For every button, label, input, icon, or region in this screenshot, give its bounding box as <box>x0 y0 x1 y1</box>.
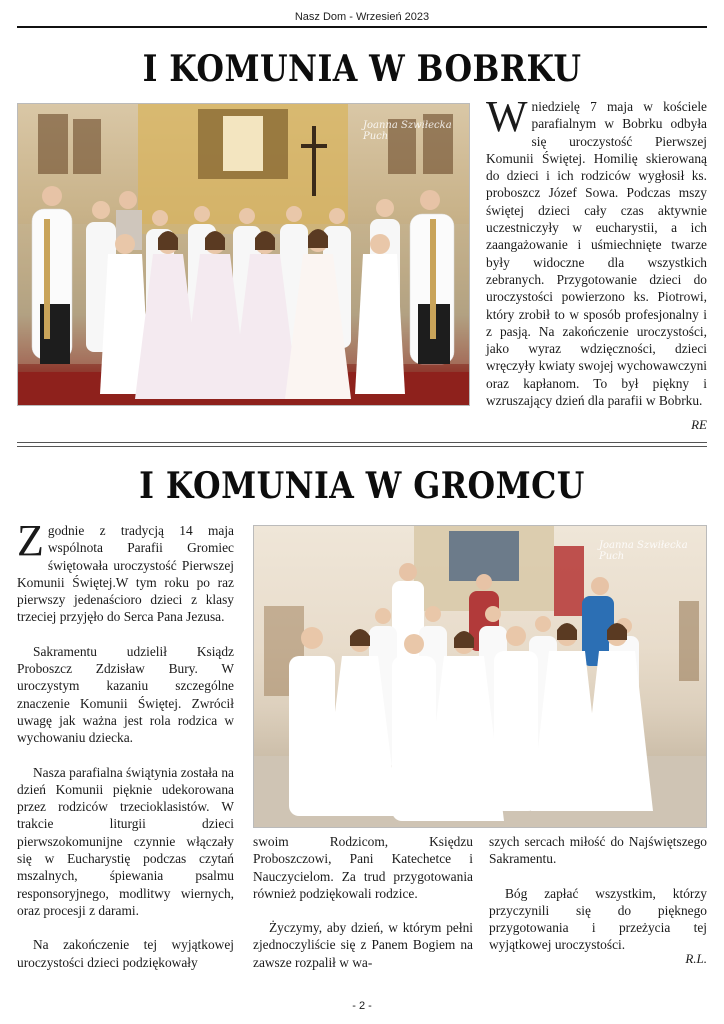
photo-watermark: Joanna Szwiłecka Puch <box>363 120 452 142</box>
section-divider-top <box>17 442 707 443</box>
article-2-col1-paragraph-3: Nasza parafialna świątynia została na dzień Komunii pięknie udekorowana przez rodziców trzecioklasistów. W trakcie liturgii dzieci pierwszokomunijne czynnie włączały się w Eucharystię podczas czytań mszalnych, śpiewania psalmu responsoryjnego, modlitwy wiernych, oraz procesji z darami. <box>17 764 234 918</box>
article-2-dropcap: Z <box>17 516 44 565</box>
article-2-col1-paragraph-4: Na zakończenie tej wyjątkowej uroczystości dzieci podziękowały <box>17 937 234 970</box>
page-header-title: Nasz Dom - Wrzesień 2023 <box>294 11 430 23</box>
article-2-signature: R.L. <box>685 951 707 966</box>
article-2-col1-paragraph-2: Sakramentu udzielił Ksiądz Proboszcz Zdzisław Bury. W uroczystym kazaniu szczególne znaczenie Komunii Świętej. Zwrócił uwagę jak ważna jest rola rodzica w wychowaniu dziecka. <box>17 643 234 746</box>
page-number: - 2 - <box>352 1000 372 1012</box>
article-2-col2-paragraph-1: swoim Rodzicom, Księdzu Proboszczowi, Pani Katechetce i Nauczycielom. Za trud przygotowania również podziękowali rodzice. <box>253 834 473 901</box>
first-communion-gromiec-image <box>254 526 707 828</box>
article-2-col2-paragraph-2: Życzymy, aby dzień, w którym pełni zjednoczyliście się z Panem Bogiem na zawsze rozpalił w wa- <box>253 920 473 970</box>
article-2-column-2 <box>253 833 473 988</box>
article-1-body <box>486 92 707 426</box>
article-2-col3-paragraph-1: szych sercach miłość do Najświętszego Sakramentu. <box>489 834 707 867</box>
article-1-signature: RE <box>691 417 707 432</box>
photo-watermark: Joanna Szwiłecka Puch <box>599 540 688 562</box>
article-2-col3-paragraph-2: Bóg zapłać wszystkim, którzy przyczynili się do pięknego przygotowania i przeżycia tej wyjątkowej uroczystości. <box>489 885 707 953</box>
article-1-paragraph: niedzielę 7 maja w kościele parafialnym w Bobrku odbyła się uroczystość Pierwszej Komunii Świętej. Homilię skierowaną do dzieci i ich rodziców wygłosił ks. proboszcz Józef Sowa. Podczas mszy świętej dzieci cały czas aktywnie uczestniczyły w eucharystii, a ich zaangażowanie i uśmiechnięte twarze były widoczne dla wszystkich zebranych. Przygotowanie dzieci do uroczystości powierzono ks. Piotrowi, który zrobił to w sposób profesjonalny i z pasją. Na zakończenie uroczystości, jako wyraz wdzięczności, dzieci wręczyły kwiaty swojej wychowawczyni oraz kapłanom. To był piękny i wzruszający dzień dla parafii w Bobrku. <box>486 99 707 409</box>
article-1-photo <box>17 103 470 406</box>
article-2-col1-paragraph-1: godnie z tradycją 14 maja wspólnota Parafii Gromiec świętowała uroczystość Pierwszej Komunii Świętej.W tym roku po raz pierwszy jedenaścioro dzieci z klasy trzeciej przyjęło do Serca Pana Jezusa. <box>17 523 234 625</box>
article-1-dropcap: W <box>486 92 528 141</box>
article-2-column-1 <box>17 516 234 988</box>
header-divider <box>17 26 707 28</box>
article-2-headline: I KOMUNIA W GROMCU <box>139 465 585 507</box>
article-1-headline: I KOMUNIA W BOBRKU <box>142 48 582 90</box>
article-2-photo <box>253 525 707 828</box>
first-communion-bobrek-image <box>18 104 470 406</box>
section-divider-bottom <box>17 446 707 447</box>
